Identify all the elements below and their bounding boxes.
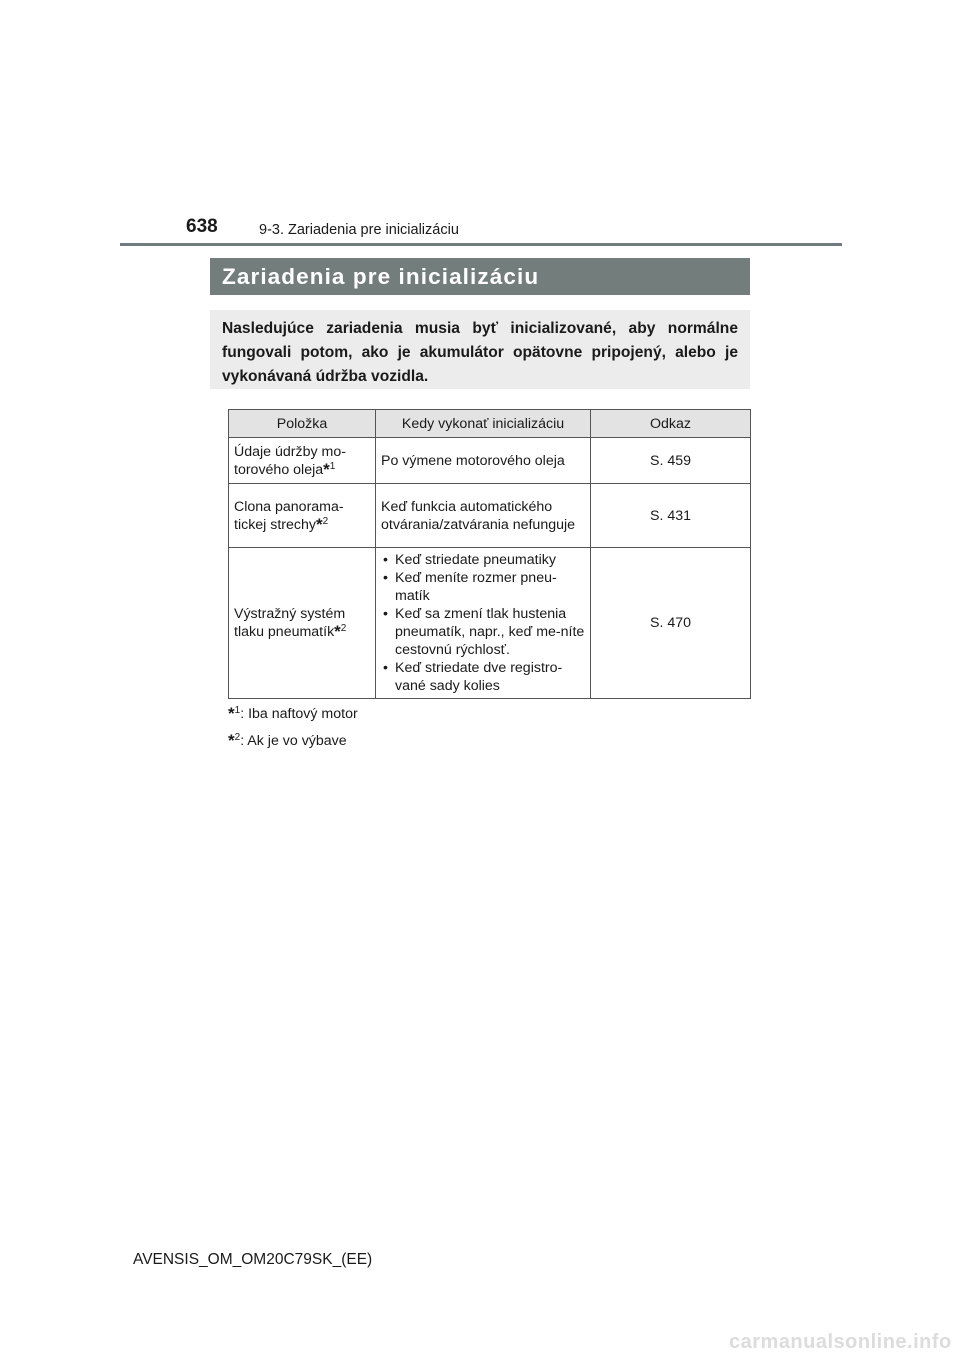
page-title: Zariadenia pre inicializáciu: [222, 263, 540, 289]
footnote-ref: 1: [329, 460, 336, 472]
when-cell: [376, 548, 591, 699]
section-label: 9-3. Zariadenia pre inicializáciu: [259, 222, 459, 238]
footnote-asterisk: *: [334, 622, 341, 641]
footnote-ref: 2: [322, 515, 329, 527]
item-cell: [229, 438, 376, 484]
footnote-1: [228, 706, 358, 722]
column-header-item: Položka: [229, 410, 376, 438]
item-text: Výstražný systém tlaku pneumatík: [234, 606, 346, 640]
footnote-text: : Iba naftový motor: [240, 706, 358, 722]
footnote-2: [228, 733, 347, 749]
maintenance-table: [228, 409, 751, 699]
intro-text: Nasledujúce zariadenia musia byť inicializované, aby normálne fungovali potom, ako je akumulátor opätovne pripojený, alebo je vykonávaná údržba vozidla.: [222, 320, 738, 385]
when-bullet-list: [381, 551, 585, 695]
intro-box: [210, 310, 750, 389]
item-cell: [229, 484, 376, 548]
list-item: • Keď striedate pneumatiky: [381, 551, 585, 569]
item-text: Clona panorama-tickej strechy: [234, 498, 344, 533]
footnote-asterisk: *: [323, 459, 330, 479]
when-cell: Keď funkcia automatického otvárania/zatvárania nefunguje: [376, 484, 591, 548]
ref-cell: S. 470: [591, 548, 751, 699]
column-header-when: Kedy vykonať inicializáciu: [376, 410, 591, 438]
footnote-asterisk: *: [228, 731, 235, 750]
footer-doc-code: AVENSIS_OM_OM20C79SK_(EE): [133, 1251, 373, 1268]
list-item: • Keď meníte rozmer pneu-matík: [381, 569, 585, 605]
table-row: [229, 438, 751, 484]
title-banner: [210, 258, 750, 295]
header-rule: [120, 243, 842, 246]
ref-cell: S. 459: [591, 438, 751, 484]
watermark[interactable]: carmanualsonline.info: [729, 1331, 952, 1353]
footnote-text: : Ak je vo výbave: [240, 733, 347, 749]
item-cell: [229, 548, 376, 699]
list-item: • Keď sa zmení tlak hustenia pneumatík, napr., keď me-níte cestovnú rýchlosť.: [381, 605, 585, 659]
item-text: Údaje údržby mo-torového oleja: [234, 443, 346, 478]
list-item: • Keď striedate dve registro-vané sady kolies: [381, 659, 585, 695]
page-number: 638: [186, 216, 218, 237]
table-row: [229, 548, 751, 699]
table-row: [229, 484, 751, 548]
footnote-asterisk: *: [228, 704, 235, 723]
footnote-ref: 2: [340, 623, 347, 634]
footnote-marker: 1: [234, 705, 241, 716]
ref-cell: S. 431: [591, 484, 751, 548]
footnote-marker: 2: [234, 732, 241, 743]
table-header-row: [229, 410, 751, 438]
footnote-asterisk: *: [316, 514, 323, 534]
column-header-ref: Odkaz: [591, 410, 751, 438]
when-cell: Po výmene motorového oleja: [376, 438, 591, 484]
